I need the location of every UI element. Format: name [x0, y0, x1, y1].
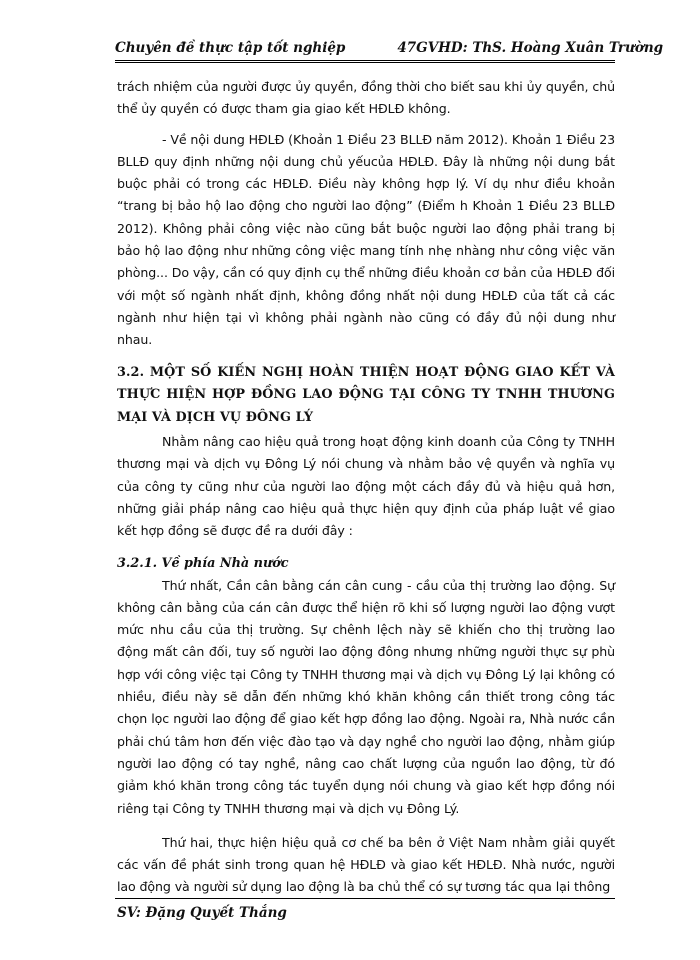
student-name: SV: Đặng Quyết Thắng	[117, 905, 287, 921]
page-number: 47	[397, 40, 417, 56]
paragraph-5: Thứ hai, thực hiện hiệu quả cơ chế ba bên ở Việt Nam nhằm giải quyết các vấn đề phát sinh trong quan hệ HĐLĐ và giao kết HĐLĐ. Nhà nước, người lao động và người sử dụng lao động là ba chủ thể có sự tương tác qua lại thông	[117, 834, 615, 895]
header-rule	[115, 60, 615, 63]
paragraph-2: - Về nội dung HĐLĐ (Khoản 1 Điều 23 BLLĐ năm 2012). Khoản 1 Điều 23 BLLĐ quy định những nội dung chủ yếucủa HĐLĐ. Đây là những nội dung bắt buộc phải có trong các HĐLĐ. Điều này không hợp lý. Ví dụ như điều khoản “trang bị bảo hộ lao động cho người lao động” (Điểm h Khoản 1 Điều 23 BLLĐ 2012). Không phải công việc nào cũng bắt buộc người lao động phải trang bị bảo hộ lao động như những công việc mang tính nhẹ nhàng như công việc văn phòng... Do vậy, cần có quy định cụ thể những điều khoản cơ bản của HĐLĐ đối với một số ngành nhất định, không đồng nhất nội dung HĐLĐ của tất cả các ngành như hiện tại vì không phải ngành nào cũng có đầy đủ nội dung như nhau.	[117, 131, 616, 348]
paragraph-1: trách nhiệm của người được ủy quyền, đồng thời cho biết sau khi ủy quyền, chủ thể ủy quyền có được tham gia giao kết HĐLĐ không.	[117, 79, 615, 117]
page-body	[117, 76, 615, 899]
advisor-name: GVHD: ThS. Hoàng Xuân Trường	[416, 40, 664, 56]
page-header	[115, 40, 664, 56]
footer-rule	[115, 898, 615, 899]
paragraph-4: Thứ nhất, Cần cân bằng cán cân cung - cầu của thị trường lao động. Sự không cân bằng của cán cân được thể hiện rõ khi số lượng người lao động vượt mức nhu cầu của thị trường. Sự chênh lệch này sẽ khiến cho thị trường lao động mất cân đối, tuy số người lao động đông nhưng những người thực sự phù hợp với công việc tại Công ty TNHH thương mại và dịch vụ Đông Lý lại không có nhiều, điều này sẽ dẫn đến những khó khăn không cần thiết trong công tác chọn lọc người lao động để giao kết hợp đồng lao động. Ngoài ra, Nhà nước cần phải chú tâm hơn đến việc đào tạo và dạy nghề cho người lao động, nhằm giúp người lao động có tay nghề, nâng cao chất lượng của nguồn lao động, từ đó giảm khó khăn trong công tác tuyển dụng nói chung và giao kết hợp đồng nói riêng tại Công ty TNHH thương mại và dịch vụ Đông Lý.	[117, 577, 615, 816]
paragraph-3: Nhằm nâng cao hiệu quả trong hoạt động kinh doanh của Công ty TNHH thương mại và dịch vụ Đông Lý nói chung và nhằm bảo vệ quyền và nghĩa vụ của công ty cũng như của người lao động một cách đầy đủ và hiệu quả hơn, những giải pháp nâng cao hiệu quả thực hiện quy định của pháp luật về giao kết hợp đồng sẽ được đề ra dưới đây :	[117, 434, 615, 539]
sub-heading: 3.2.1. Về phía Nhà nước	[117, 555, 289, 571]
section-heading: 3.2. MỘT SỐ KIẾN NGHỊ HOÀN THIỆN HOẠT ĐỘNG GIAO KẾT VÀ THỰC HIỆN HỢP ĐỒNG LAO ĐỘNG TẠI CÔNG TY TNHH THƯƠNG MẠI VÀ DỊCH VỤ ĐÔNG LÝ	[117, 364, 615, 425]
thesis-title: Chuyên đề thực tập tốt nghiệp	[115, 40, 346, 56]
